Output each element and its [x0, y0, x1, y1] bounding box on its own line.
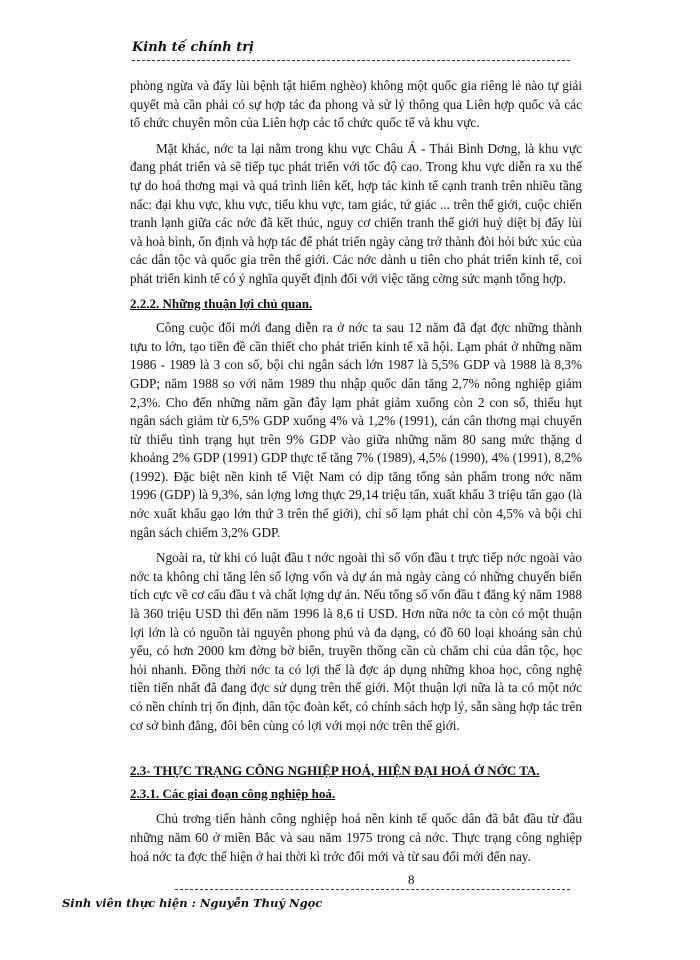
running-header-title: Kinh tế chính trị: [132, 40, 254, 55]
page-number: 8: [408, 872, 415, 887]
footer-student-name: Sinh viên thực hiện : Nguyễn Thuý Ngọc: [62, 896, 323, 910]
body-content: [130, 77, 582, 866]
section-heading-2-2-2: 2.2.2. Những thuận lợi chủ quan.: [130, 295, 313, 311]
section-heading-2-3-1: 2.3.1. Các giai đoạn công nghiệp hoá.: [130, 785, 336, 801]
paragraph-industrialization: Chủ trơng tiến hành công nghiệp hoá nền kinh tế quốc dân đã bắt đầu từ đầu những năm 60 ở miền Bắc và sau năm 1975 trong cả nớc. Thực trạng công nghiệp hoá nớc ta đợc thể hiện ở hai thời kì trớc đổi mới và từ sau đổi mới đến nay.: [130, 811, 582, 864]
section-heading-2-3: 2.3- THỰC TRẠNG CÔNG NGHIỆP HOÁ, HIỆN ĐẠI HOÁ Ở NỚC TA.: [130, 763, 540, 779]
paragraph-foreign-investment: Ngoài ra, từ khi có luật đầu t nớc ngoài thì số vốn đầu t trực tiếp nớc ngoài vào nớc ta không chỉ tăng lên số lợng vốn và dự án mà ngày càng có những chuyển biến tích cực về cơ cấu đầu t và chất lợng dự án. Nếu tổng số vốn đầu t đăng ký năm 1988 là 360 triệu USD thì đến năm 1996 là 8,6 tỉ USD. Hơn nữa nớc ta còn có một thuận lợi lớn là có nguồn tài nguyên phong phú và đa dạng, có đồ 60 loại khoáng sản chủ yếu, có hơn 2000 km đờng bờ biển, truyền thống cần cù chăm chỉ của dân tộc, học hỏi nhanh. Đồng thời nớc ta có lợi thế là đợc áp dụng những khoa học, công nghệ tiên tiến nhất đã đang đợc sử dụng trên thế giới. Một thuận lợi nữa là ta có một nớc có nền chính trị ổn định, dân tộc đoàn kết, có chính sách hợp lý, sẵn sàng hợp tác trên cơ sở bình đẳng, đôi bên cùng có lợi với mọi nớc trên thế giới.: [130, 550, 582, 733]
footer-divider: [175, 889, 570, 890]
header-divider: [132, 60, 570, 61]
paragraph-regional-context: Mặt khác, nớc ta lại nằm trong khu vực Châu Á - Thái Bình Dơng, là khu vực đang phát triển và sẽ tiếp tục phát triển với tốc độ cao. Trong khu vực diễn ra xu thế tự do hoá thơng mại và quá trình liên kết, hợp tác kinh tế cạnh tranh trên nhiều tầng nấc: đại khu vực, khu vực, tiểu khu vực, tam giác, tứ giác ... trên thế giới, cuộc chiến tranh lạnh giữa các nớc đã kết thúc, nguy cơ chiến tranh thế giới huỷ diệt bị đẩy lùi và hoà bình, ổn định và hợp tác để phát triển ngày càng trở thành đòi hỏi bức xúc của các dân tộc và quốc gia trên thế giới. Các nớc dành u tiên cho phát triển kinh tế, coi phát triển kinh tế có ý nghĩa quyết định đối với việc tăng cờng sức mạnh tổng hợp.: [130, 140, 582, 286]
paragraph-economic-achievements: Công cuộc đổi mới đang diễn ra ở nớc ta sau 12 năm đã đạt đợc những thành tựu to lớn, tạo tiền đề cần thiết cho phát triển kinh tế xã hội. Lạm phát ở những năm 1986 - 1989 là 3 con số, bội chi ngân sách lớn 1987 là 5,5% GDP và 1988 là 8,3% GDP; năm 1988 so với năm 1989 thu nhập quốc dân tăng 2,7% nông nghiệp giảm 2,3%. Cho đến những năm gần đây lạm phát giảm xuống còn 2 con số, thiếu hụt ngân sách giảm từ 6,5% GDP xuống 4% và 1,2% (1991), cán cân thơng mại chuyển từ thiếu tình trạng hụt trên 9% GDP vào giữa những năm 80 sang mức thặng d khoảng 2% GDP (1991) GDP thực tế tăng 7% (1989), 4,5% (1990), 4% (1991), 8,2% (1992). Đặc biệt nền kinh tế Việt Nam có dịp tăng tổng sản phẩm trong nớc năm 1996 (GDP) là 9,3%, sản lợng lơng thực 29,14 triệu tấn, xuất khẩu 3 triệu tấn gạo (là nớc xuất khẩu gạo lớn thứ 3 trên thế giới), chỉ số lạm phát chỉ còn 4,5% và bội chi ngân sách chiếm 3,2% GDP.: [130, 320, 582, 540]
paragraph-continuation: phòng ngừa và đẩy lùi bệnh tật hiểm nghèo) không một quốc gia riêng lẻ nào tự giải quyết mà cần phải có sự hợp tác đa phong và sử lý thông qua Liên hợp quốc và các tổ chức chuyên môn của Liên hợp các tổ chức quốc tế và khu vực.: [130, 78, 582, 131]
